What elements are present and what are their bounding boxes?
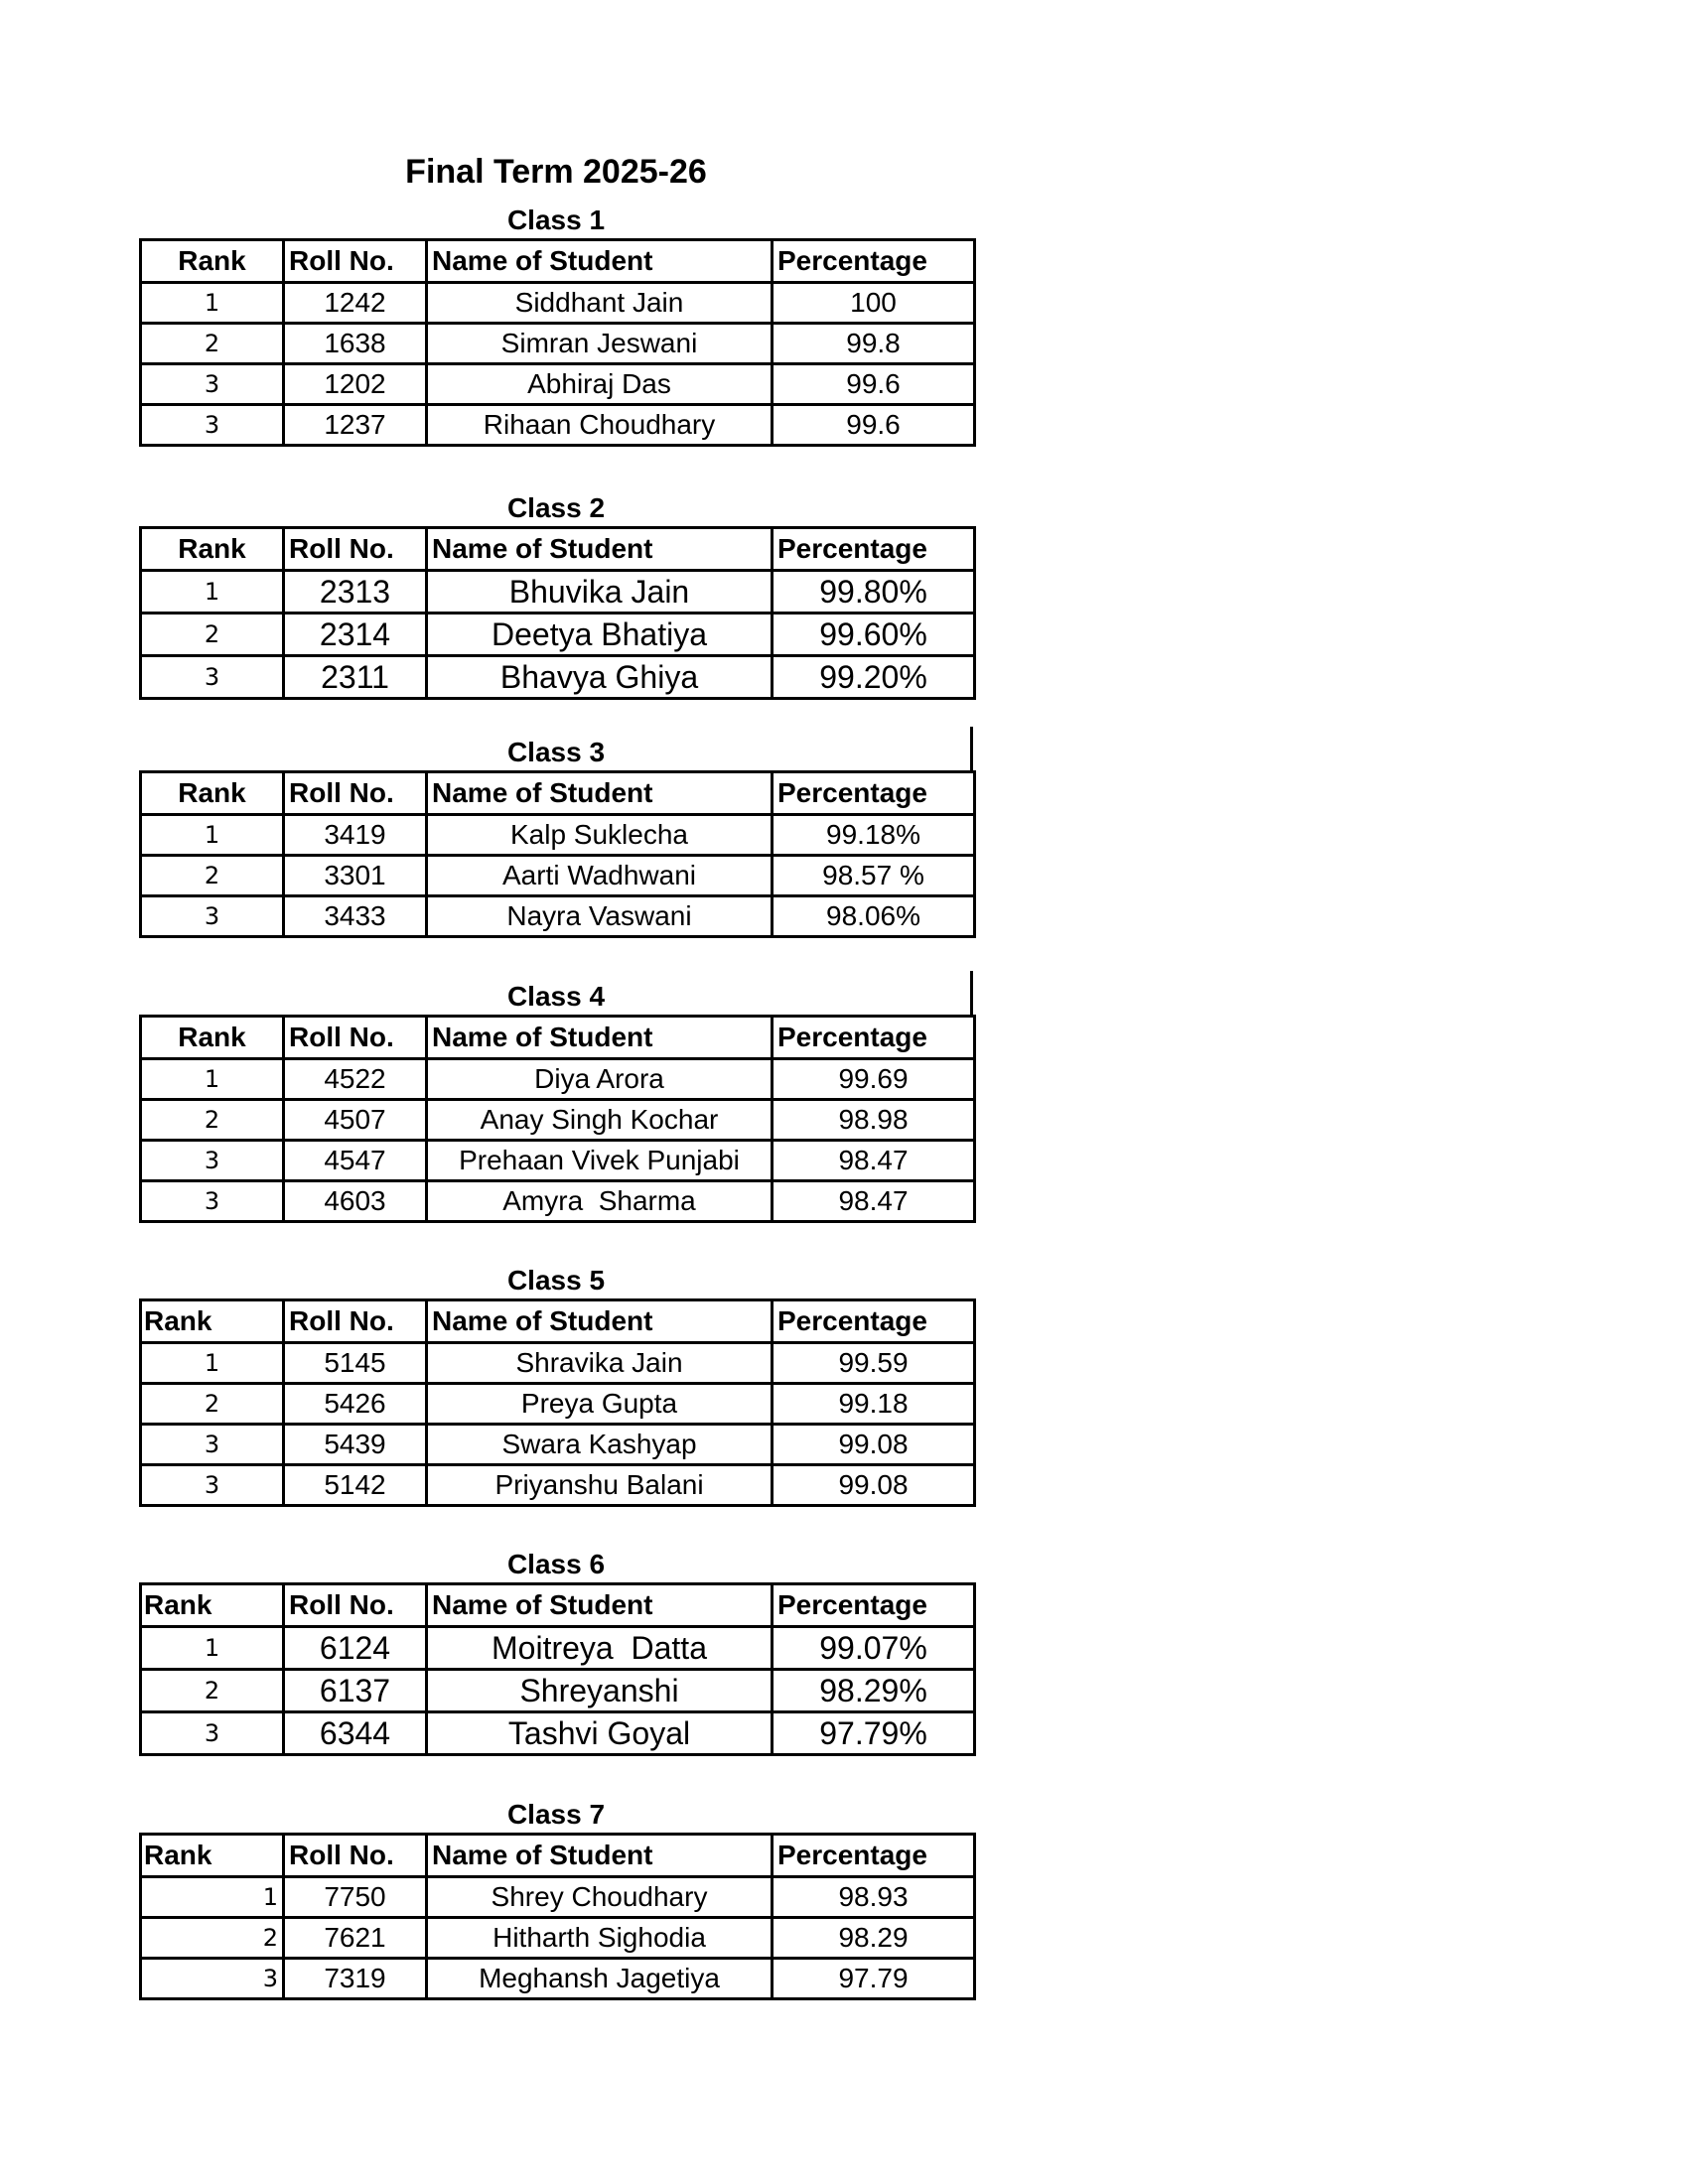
roll-cell: 1638: [284, 324, 427, 364]
rank-cell: 3: [141, 405, 284, 446]
roll-cell: 5426: [284, 1384, 427, 1425]
table-row: [141, 1670, 975, 1712]
class-title: Class 5: [506, 1265, 606, 1296]
table-row: [141, 1465, 975, 1506]
rank-cell: 2: [141, 1670, 284, 1712]
results-table: [139, 526, 976, 700]
class-title: Class 1: [506, 205, 606, 235]
roll-cell: 5439: [284, 1425, 427, 1465]
roll-cell: 4507: [284, 1100, 427, 1141]
rank-cell: 3: [141, 896, 284, 937]
rank-header: Rank: [141, 1835, 284, 1877]
rank-cell: 1: [141, 1059, 284, 1100]
rank-cell: 2: [141, 1384, 284, 1425]
roll-header: Roll No.: [284, 1835, 427, 1877]
rank-cell: 3: [141, 1465, 284, 1506]
roll-cell: 1202: [284, 364, 427, 405]
rank-cell: 1: [141, 815, 284, 856]
percentage-cell: 98.29: [773, 1918, 975, 1959]
results-table: [139, 1015, 976, 1223]
percentage-cell: 99.6: [773, 364, 975, 405]
roll-cell: 5142: [284, 1465, 427, 1506]
name-cell: Bhavya Ghiya: [427, 656, 773, 699]
percentage-header: Percentage: [773, 1300, 975, 1343]
name-cell: Abhiraj Das: [427, 364, 773, 405]
name-cell: Diya Arora: [427, 1059, 773, 1100]
percentage-cell: 99.60%: [773, 614, 975, 656]
rank-cell: 1: [141, 1627, 284, 1670]
percentage-cell: 98.47: [773, 1141, 975, 1181]
table-row: [141, 324, 975, 364]
roll-cell: 6137: [284, 1670, 427, 1712]
name-cell: Siddhant Jain: [427, 283, 773, 324]
table-row: [141, 283, 975, 324]
percentage-cell: 99.18: [773, 1384, 975, 1425]
table-row: [141, 1918, 975, 1959]
percentage-header: Percentage: [773, 240, 975, 283]
rank-header: Rank: [141, 1017, 284, 1059]
class-title: Class 2: [506, 492, 606, 523]
roll-header: Roll No.: [284, 1584, 427, 1627]
name-cell: Swara Kashyap: [427, 1425, 773, 1465]
class-section: [139, 1793, 973, 2000]
table-row: [141, 1384, 975, 1425]
class-section: [139, 1259, 973, 1507]
name-cell: Preya Gupta: [427, 1384, 773, 1425]
header-row: [141, 240, 975, 283]
rank-cell: 2: [141, 1100, 284, 1141]
name-header: Name of Student: [427, 240, 773, 283]
roll-cell: 7621: [284, 1918, 427, 1959]
roll-cell: 7319: [284, 1959, 427, 1999]
rank-header: Rank: [141, 1584, 284, 1627]
percentage-header: Percentage: [773, 528, 975, 571]
name-header: Name of Student: [427, 1300, 773, 1343]
rank-cell: 1: [141, 283, 284, 324]
name-cell: Shreyanshi: [427, 1670, 773, 1712]
border-line: [970, 727, 973, 770]
percentage-cell: 99.20%: [773, 656, 975, 699]
name-cell: Tashvi Goyal: [427, 1712, 773, 1755]
roll-cell: 1242: [284, 283, 427, 324]
roll-cell: 4522: [284, 1059, 427, 1100]
name-header: Name of Student: [427, 1835, 773, 1877]
table-row: [141, 614, 975, 656]
roll-cell: 6124: [284, 1627, 427, 1670]
results-table: [139, 1298, 976, 1507]
results-table: [139, 1582, 976, 1756]
table-row: [141, 815, 975, 856]
table-row: [141, 364, 975, 405]
rank-cell: 1: [141, 1343, 284, 1384]
table-row: [141, 1343, 975, 1384]
table-row: [141, 1425, 975, 1465]
roll-cell: 3419: [284, 815, 427, 856]
header-row: [141, 1584, 975, 1627]
table-row: [141, 1627, 975, 1670]
roll-cell: 2314: [284, 614, 427, 656]
class-section: [139, 199, 973, 447]
percentage-cell: 99.8: [773, 324, 975, 364]
table-row: [141, 405, 975, 446]
rank-cell: 3: [141, 1712, 284, 1755]
name-cell: Meghansh Jagetiya: [427, 1959, 773, 1999]
roll-cell: 4547: [284, 1141, 427, 1181]
name-cell: Moitreya Datta: [427, 1627, 773, 1670]
rank-header: Rank: [141, 528, 284, 571]
roll-header: Roll No.: [284, 528, 427, 571]
rank-header: Rank: [141, 1300, 284, 1343]
percentage-cell: 98.29%: [773, 1670, 975, 1712]
percentage-cell: 99.08: [773, 1465, 975, 1506]
name-cell: Rihaan Choudhary: [427, 405, 773, 446]
header-row: [141, 1835, 975, 1877]
class-section: [139, 486, 973, 700]
rank-cell: 1: [141, 571, 284, 614]
name-cell: Shravika Jain: [427, 1343, 773, 1384]
header-row: [141, 1300, 975, 1343]
results-table: [139, 770, 976, 938]
percentage-cell: 99.6: [773, 405, 975, 446]
percentage-cell: 98.57 %: [773, 856, 975, 896]
percentage-cell: 99.69: [773, 1059, 975, 1100]
table-row: [141, 571, 975, 614]
rank-cell: 3: [141, 656, 284, 699]
table-row: [141, 1712, 975, 1755]
percentage-header: Percentage: [773, 1584, 975, 1627]
roll-cell: 2311: [284, 656, 427, 699]
name-cell: Anay Singh Kochar: [427, 1100, 773, 1141]
percentage-cell: 99.08: [773, 1425, 975, 1465]
rank-cell: 2: [141, 1918, 284, 1959]
table-row: [141, 896, 975, 937]
rank-cell: 3: [141, 1959, 284, 1999]
percentage-cell: 99.59: [773, 1343, 975, 1384]
class-section: [139, 731, 973, 938]
roll-header: Roll No.: [284, 772, 427, 815]
roll-header: Roll No.: [284, 1300, 427, 1343]
table-row: [141, 1181, 975, 1222]
name-header: Name of Student: [427, 528, 773, 571]
rank-cell: 2: [141, 614, 284, 656]
name-cell: Aarti Wadhwani: [427, 856, 773, 896]
name-header: Name of Student: [427, 1017, 773, 1059]
header-row: [141, 772, 975, 815]
roll-cell: 3301: [284, 856, 427, 896]
rank-cell: 2: [141, 856, 284, 896]
rank-cell: 3: [141, 364, 284, 405]
percentage-cell: 97.79%: [773, 1712, 975, 1755]
header-row: [141, 1017, 975, 1059]
roll-cell: 1237: [284, 405, 427, 446]
class-title: Class 4: [139, 975, 973, 1015]
roll-cell: 4603: [284, 1181, 427, 1222]
name-cell: Priyanshu Balani: [427, 1465, 773, 1506]
percentage-cell: 98.98: [773, 1100, 975, 1141]
percentage-cell: 98.93: [773, 1877, 975, 1918]
percentage-cell: 97.79: [773, 1959, 975, 1999]
percentage-header: Percentage: [773, 1835, 975, 1877]
name-header: Name of Student: [427, 772, 773, 815]
percentage-cell: 99.18%: [773, 815, 975, 856]
table-row: [141, 856, 975, 896]
name-cell: Deetya Bhatiya: [427, 614, 773, 656]
roll-cell: 2313: [284, 571, 427, 614]
class-title: Class 3: [139, 731, 973, 770]
results-table: [139, 1833, 976, 2000]
table-row: [141, 1141, 975, 1181]
class-section: [139, 975, 973, 1223]
percentage-cell: 98.06%: [773, 896, 975, 937]
roll-header: Roll No.: [284, 240, 427, 283]
rank-cell: 2: [141, 324, 284, 364]
name-header: Name of Student: [427, 1584, 773, 1627]
roll-cell: 5145: [284, 1343, 427, 1384]
percentage-cell: 99.07%: [773, 1627, 975, 1670]
name-cell: Simran Jeswani: [427, 324, 773, 364]
percentage-header: Percentage: [773, 772, 975, 815]
roll-cell: 3433: [284, 896, 427, 937]
class-section: [139, 1543, 973, 1756]
rank-header: Rank: [141, 772, 284, 815]
rank-cell: 1: [141, 1877, 284, 1918]
rank-header: Rank: [141, 240, 284, 283]
roll-header: Roll No.: [284, 1017, 427, 1059]
rank-cell: 3: [141, 1141, 284, 1181]
class-title: Class 6: [506, 1549, 606, 1579]
name-cell: Bhuvika Jain: [427, 571, 773, 614]
percentage-cell: 98.47: [773, 1181, 975, 1222]
header-row: [141, 528, 975, 571]
name-cell: Hitharth Sighodia: [427, 1918, 773, 1959]
table-row: [141, 656, 975, 699]
name-cell: Shrey Choudhary: [427, 1877, 773, 1918]
roll-cell: 6344: [284, 1712, 427, 1755]
page-title: Final Term 2025-26: [405, 153, 707, 191]
name-cell: Nayra Vaswani: [427, 896, 773, 937]
rank-cell: 3: [141, 1181, 284, 1222]
roll-cell: 7750: [284, 1877, 427, 1918]
rank-cell: 3: [141, 1425, 284, 1465]
percentage-cell: 99.80%: [773, 571, 975, 614]
name-cell: Amyra Sharma: [427, 1181, 773, 1222]
name-cell: Kalp Suklecha: [427, 815, 773, 856]
table-row: [141, 1100, 975, 1141]
table-row: [141, 1959, 975, 1999]
border-line: [970, 971, 973, 1015]
percentage-header: Percentage: [773, 1017, 975, 1059]
name-cell: Prehaan Vivek Punjabi: [427, 1141, 773, 1181]
table-row: [141, 1059, 975, 1100]
class-title: Class 7: [506, 1799, 606, 1830]
percentage-cell: 100: [773, 283, 975, 324]
results-table: [139, 238, 976, 447]
table-row: [141, 1877, 975, 1918]
